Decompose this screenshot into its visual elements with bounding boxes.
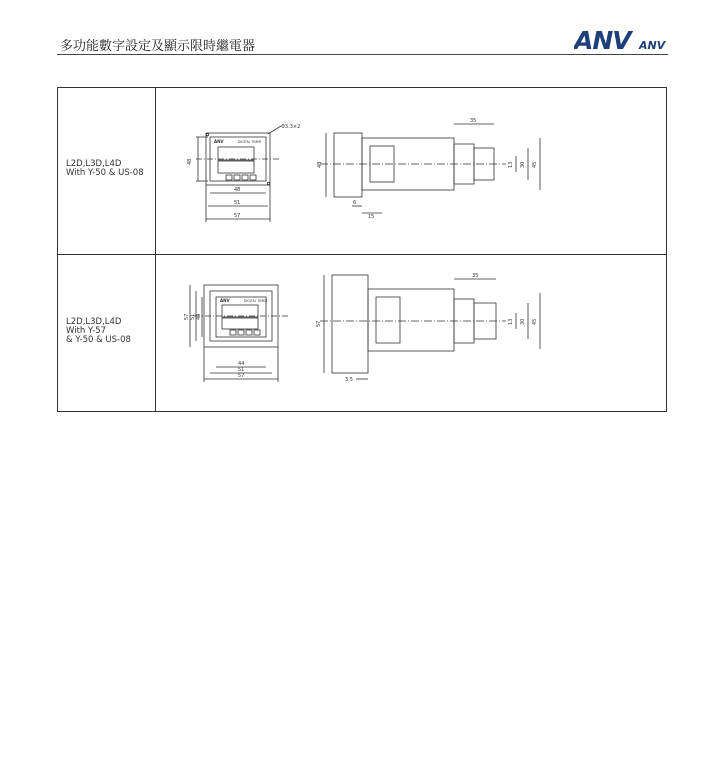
model-label-cell: [58, 88, 156, 254]
dim-r3: 45: [532, 318, 538, 325]
model-label-cell: [58, 255, 156, 412]
header-divider: [57, 54, 668, 55]
model-label-line: L2D,L3D,L4D: [66, 317, 122, 327]
dim-r2: 30: [520, 318, 526, 325]
side-view: [317, 118, 540, 220]
dim-w2: 51: [238, 367, 245, 373]
logo-text: ANV: [574, 26, 631, 55]
brand-logo: [574, 25, 670, 55]
model-label-line: & Y-50 & US-08: [66, 335, 131, 345]
front-brand: ANV: [220, 298, 230, 303]
dim-side-a: 6: [353, 200, 357, 206]
dim-h1: 57: [184, 313, 190, 320]
dim-r2: 30: [520, 161, 526, 168]
dim-w1: 48: [234, 187, 241, 193]
dim-side-a: 3.5: [345, 377, 353, 383]
dim-h3: 44: [196, 313, 202, 320]
dim-r1: 13: [508, 161, 514, 168]
dimension-drawing-1: [156, 88, 666, 254]
table-row: [58, 88, 666, 255]
model-label-line: L2D,L3D,L4D: [66, 159, 122, 169]
dim-w3: 57: [238, 373, 245, 379]
page-title: 多功能數字設定及顯示限時繼電器: [60, 39, 256, 54]
dim-r3: 45: [532, 161, 538, 168]
front-view: [184, 285, 290, 382]
dim-w2: 51: [234, 200, 241, 206]
dim-w1: 44: [238, 361, 245, 367]
dim-side-b: 15: [368, 214, 375, 220]
front-brand: ANV: [214, 139, 224, 144]
dim-h2: 51: [190, 313, 196, 320]
table-row: [58, 255, 666, 412]
dim-r1: 13: [508, 318, 514, 325]
side-view: [316, 273, 540, 383]
dim-top: 35: [470, 118, 477, 124]
dim-top: 35: [472, 273, 479, 279]
model-label-line: With Y-57: [66, 326, 107, 336]
dimension-drawing-2: [156, 255, 666, 411]
front-panel-text: DIGITAL TIMER: [238, 140, 262, 144]
model-label-line: With Y-50 & US-08: [66, 168, 144, 178]
hole-label: Φ3.3×2: [281, 124, 301, 130]
dimension-table: [57, 87, 667, 412]
dim-side-height: 57: [316, 320, 322, 327]
front-view: [187, 124, 300, 222]
dim-w3: 57: [234, 213, 241, 219]
logo-small-text: ANV: [639, 39, 666, 52]
dim-front-height: 48: [187, 158, 193, 165]
dim-side-height: 48: [317, 161, 323, 168]
front-panel-text: DIGITAL TIMER: [244, 299, 268, 303]
